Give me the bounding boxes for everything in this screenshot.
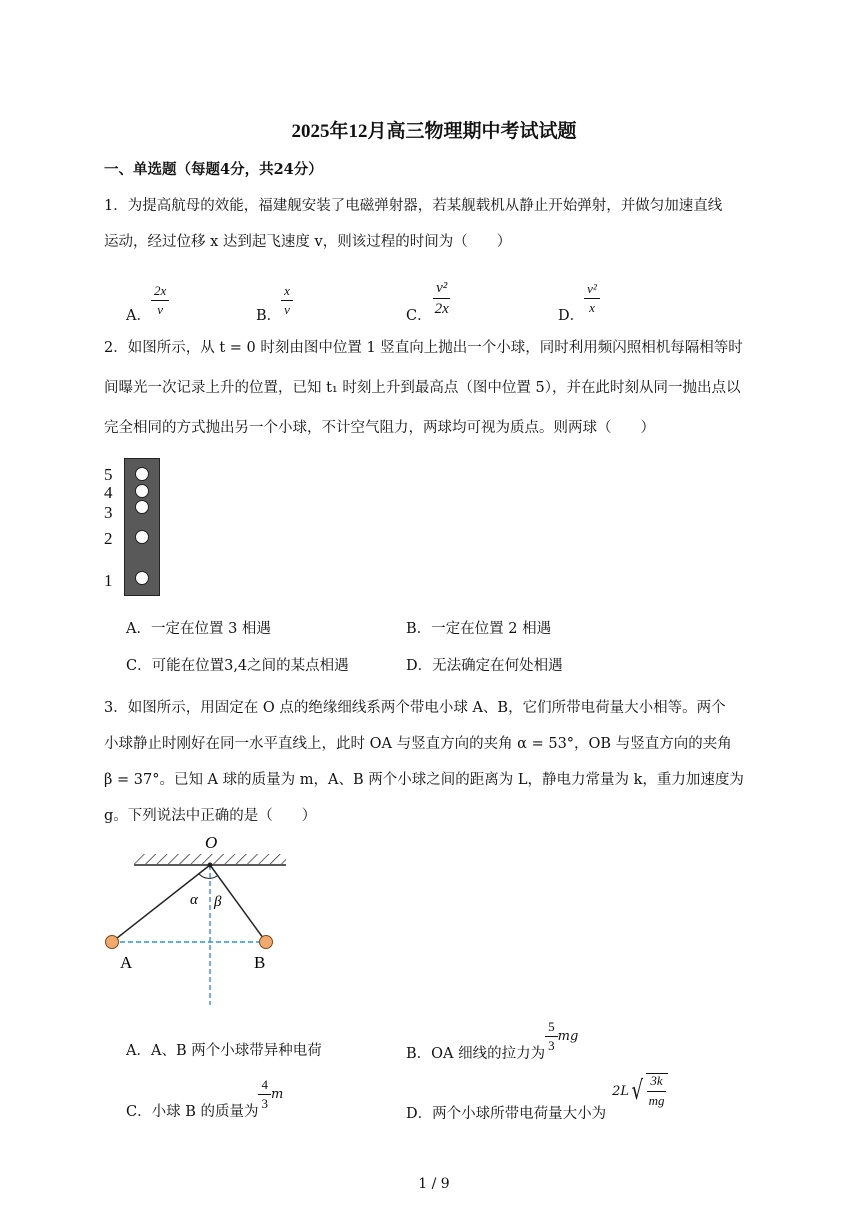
q3-option-c: C．小球 B 的质量为 $\frac{4}{3}$ m	[126, 1076, 284, 1120]
q1-option-a: A． $\frac{2x}{v}$	[126, 276, 169, 325]
pivot-point-o	[208, 863, 213, 868]
q1-option-c: C． $\frac{\text{v²}}{2x}$	[406, 272, 452, 325]
q3-option-b-fraction: $\frac{5}{3}$	[545, 1020, 558, 1054]
page-title: 2025年12月高三物理期中考试试题	[291, 121, 577, 142]
q1-line1: 1．为提高航母的效能，福建舰安装了电磁弹射器，若某舰载机从静止开始弹射，并做匀加速直线	[104, 198, 723, 214]
q2-line3: 完全相同的方式抛出另一个小球，不计空气阻力，两球均可视为质点。则两球（ ）	[104, 420, 655, 436]
q3-line2: 小球静止时刚好在同一水平直线上，此时 OA 与竖直方向的夹角 α = 53°，OB 与竖直方向的夹角	[104, 736, 732, 752]
page-number: 1 / 9	[418, 1176, 450, 1192]
q3-option-a: A．A、B 两个小球带异种电荷	[126, 1043, 322, 1059]
label-a: A	[120, 953, 133, 972]
q1-line2: 运动，经过位移 x 达到起飞速度 v，则该过程的时间为（ ）	[104, 234, 512, 250]
q3-option-d: D．两个小球所带电荷量大小为 2L √ $\frac{3k}{mg}$	[406, 1068, 668, 1123]
position-label-3: 3	[104, 503, 113, 522]
question-3	[104, 690, 768, 834]
label-alpha: α	[190, 892, 198, 908]
section-heading: 一、单选题（每题4分，共24分）	[104, 161, 323, 178]
question-2	[104, 328, 768, 448]
ball-a	[106, 936, 119, 949]
q3-option-c-fraction: $\frac{4}{3}$	[258, 1078, 271, 1112]
q3-line4: g。下列说法中正确的是（ ）	[104, 808, 317, 824]
angle-arc	[199, 874, 217, 878]
q2-option-d: D．无法确定在何处相遇	[406, 658, 563, 674]
position-label-1: 1	[104, 571, 113, 590]
q3-line3: β = 37°。已知 A 球的质量为 m，A、B 两个小球之间的距离为 L，静电力常量为 k，重力加速度为	[104, 772, 744, 788]
question-1	[104, 188, 768, 260]
ball-position-4	[135, 484, 149, 498]
q1-option-b: B． $\frac{x}{v}$	[256, 276, 293, 325]
q1-option-b-fraction: $\frac{x}{v}$	[281, 284, 293, 318]
q3-option-d-fraction: $\frac{3k}{mg}$	[646, 1073, 668, 1108]
pendulum-diagram	[100, 830, 300, 1010]
q2-option-a: A．一定在位置 3 相遇	[126, 621, 271, 637]
ball-b	[260, 936, 273, 949]
label-beta: β	[214, 894, 222, 910]
q1-option-d-fraction: $\frac{\text{v²}}{x}$	[584, 282, 600, 316]
position-label-4: 4	[104, 483, 113, 502]
sqrt-sign: √	[631, 1075, 644, 1106]
ball-position-1	[135, 571, 149, 585]
q2-line1: 2．如图所示，从 t = 0 时刻由图中位置 1 竖直向上抛出一个小球，同时利用频闪照相机每隔相等时	[104, 340, 743, 356]
q1-option-c-fraction: $\frac{\text{v²}}{2x}$	[434, 279, 449, 317]
position-label-5: 5	[104, 465, 113, 484]
q1-option-d: D． $\frac{\text{v²}}{x}$	[558, 272, 600, 325]
q2-option-b: B．一定在位置 2 相遇	[406, 621, 552, 637]
ball-position-2	[135, 530, 149, 544]
q3-line1: 3．如图所示，用固定在 O 点的绝缘细线系两个带电小球 A、B，它们所带电荷量大小相等。两个	[104, 700, 726, 716]
q1-option-a-fraction: $\frac{2x}{v}$	[151, 284, 169, 318]
q3-option-b: B．OA 细线的拉力为 $\frac{5}{3}$ mg	[406, 1018, 579, 1062]
ball-position-3	[135, 500, 149, 514]
q2-option-c: C．可能在位置3,4之间的某点相遇	[126, 658, 349, 674]
label-o: O	[205, 833, 218, 852]
q2-line2: 间曝光一次记录上升的位置，已知 t₁ 时刻上升到最高点（图中位置 5），并在此时刻从同一抛出点以	[104, 380, 741, 396]
ball-position-5	[135, 467, 149, 481]
position-label-2: 2	[104, 529, 113, 548]
label-b: B	[254, 953, 266, 972]
